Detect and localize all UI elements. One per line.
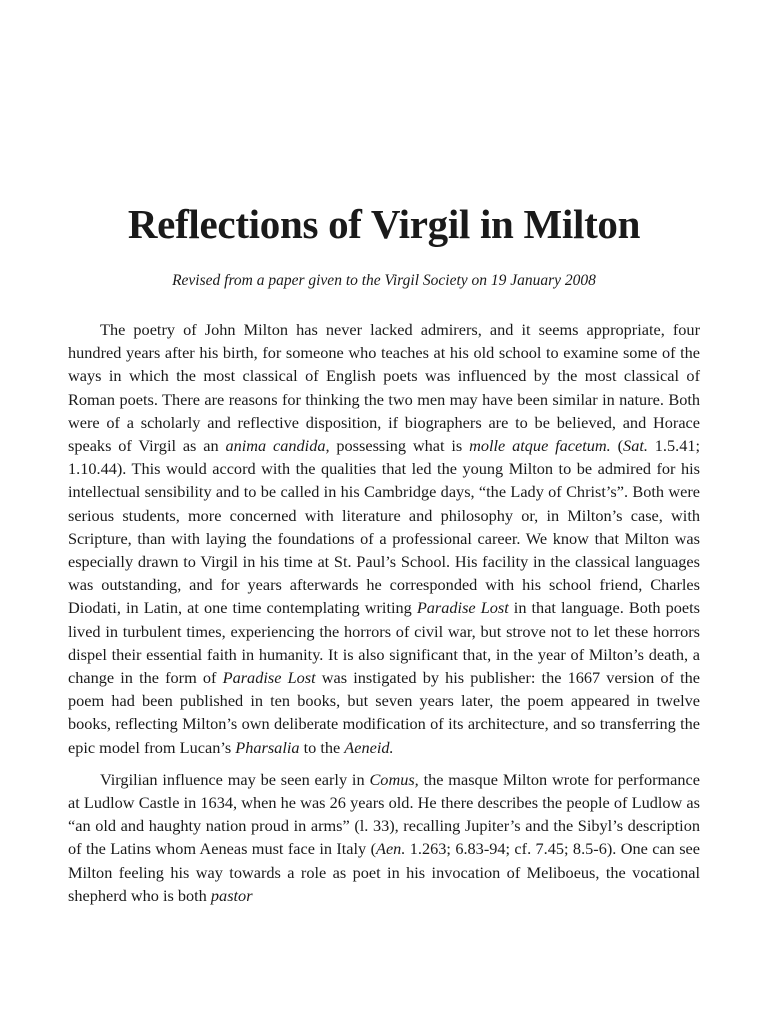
italic-text-run: pastor	[210, 885, 253, 905]
article-title: Reflections of Virgil in Milton	[127, 201, 641, 247]
text-run: 1.5.41; 1.10.44). This would accord with the qualities that led the young Milton to be admired for his intellectual sensibility and to be called in his Cambridge days, “the Lady of Christ’s”. Both were serious students, more concerned with literature and philosophy or, in Milton’s case, with Scripture, than with laying the foundations of a professional career. We know that Milton was especially drawn to Virgil in his time at St. Paul’s School. His facility in the classical languages was outstanding, and for years afterwards he corresponded with his school friend, Charles Diodati, in Latin, at one time contemplating writing	[68, 436, 701, 618]
text-run: possessing what is	[329, 436, 470, 456]
text-run: in that language. Both poets lived in turbulent times, experiencing the horrors of civil war, but strove not to let these horrors dispel their essential faith in humanity. It is also significant that, in the year of Milton’s death, a change in the form of	[68, 598, 700, 688]
text-run: Virgilian influence may be seen early in	[100, 769, 370, 789]
article-subtitle: Revised from a paper given to the Virgil Society on 19 January 2008	[172, 272, 596, 289]
body-paragraph	[68, 768, 700, 907]
italic-text-run: Paradise Lost	[416, 598, 509, 618]
document-page	[68, 0, 700, 1024]
italic-text-run: Pharsalia	[235, 737, 300, 757]
text-run: was instigated by his publisher: the 1667 version of the poem had been published in ten books, but seven years later, the poem appeared in twelve books, reflecting Milton’s own deliberate modification of its architecture, and so transferring the epic model from Lucan’s	[68, 668, 700, 757]
article-body	[68, 318, 700, 907]
italic-text-run: Sat.	[623, 436, 648, 456]
text-run: to the	[299, 737, 345, 757]
italic-text-run: molle atque facetum.	[469, 436, 611, 456]
italic-text-run: Aen.	[376, 839, 406, 859]
text-run: The poetry of John Milton has never lacked admirers, and it seems appropriate, four hundred years after his birth, for someone who teaches at his old school to examine some of the ways in which the most classical of English poets was influenced by the most classical of Roman poets. There are reasons for thinking the two men may have been similar in nature. Both were of a scholarly and reflective disposition, if biographers are to be believed, and Horace speaks of Virgil as an	[68, 320, 700, 456]
italic-text-run: anima candida,	[225, 436, 330, 456]
italic-text-run: Comus,	[369, 769, 419, 789]
italic-text-run: Paradise Lost	[222, 668, 316, 688]
italic-text-run: Aeneid.	[344, 737, 394, 757]
text-run: (	[610, 436, 624, 456]
text-run: 1.263; 6.83-94; cf. 7.45; 8.5-6). One can see Milton feeling his way towards a role as poet in his invocation of Meliboeus, the vocational shepherd who is both	[68, 839, 700, 905]
body-paragraph	[68, 318, 700, 759]
text-run: the masque Milton wrote for performance at Ludlow Castle in 1634, when he was 26 years old. He there describes the people of Ludlow as “an old and haughty nation proud in arms” (l. 33), recalling Jupiter’s and the Sibyl’s description of the Latins whom Aeneas must face in Italy (	[68, 769, 701, 859]
